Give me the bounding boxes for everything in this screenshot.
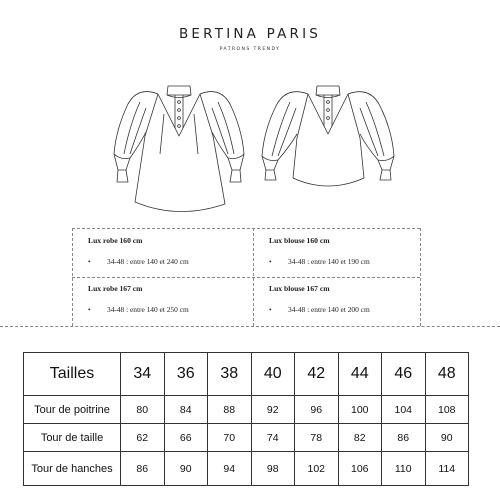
table-cell: 70 bbox=[208, 424, 252, 452]
long-sleeve-blouse-sketch-icon bbox=[250, 74, 405, 214]
table-cell: 74 bbox=[251, 424, 295, 452]
table-cell: 98 bbox=[251, 452, 295, 486]
row-label: Tour de taille bbox=[24, 424, 121, 452]
size-header-cell: 36 bbox=[164, 353, 208, 396]
spec-title: Lux robe 160 cm bbox=[88, 236, 143, 245]
spec-robe-160 bbox=[88, 236, 189, 266]
spec-blouse-167 bbox=[269, 284, 370, 314]
size-header-cell: 44 bbox=[338, 353, 382, 396]
bullet-dot: • bbox=[88, 305, 91, 314]
spec-title: Lux blouse 160 cm bbox=[269, 236, 330, 245]
spec-divider-top bbox=[72, 228, 420, 229]
spec-bullet bbox=[88, 257, 189, 266]
table-cell: 108 bbox=[425, 396, 469, 424]
table-cell: 80 bbox=[121, 396, 165, 424]
spec-detail: 34-48 : entre 140 et 250 cm bbox=[107, 305, 189, 314]
brand-tagline: PATRONS TRENDY bbox=[219, 47, 281, 52]
size-header-cell: 42 bbox=[295, 353, 339, 396]
spec-title: Lux blouse 167 cm bbox=[269, 284, 330, 293]
table-cell: 104 bbox=[382, 396, 426, 424]
table-cell: 100 bbox=[338, 396, 382, 424]
size-header-cell: 40 bbox=[251, 353, 295, 396]
table-cell: 84 bbox=[164, 396, 208, 424]
bullet-dot: • bbox=[269, 305, 272, 314]
table-cell: 96 bbox=[295, 396, 339, 424]
spec-title: Lux robe 167 cm bbox=[88, 284, 143, 293]
spec-divider-center bbox=[253, 228, 254, 326]
bullet-dot: • bbox=[88, 257, 91, 266]
spec-detail: 34-48 : entre 140 et 200 cm bbox=[288, 305, 370, 314]
spec-divider-right bbox=[420, 228, 421, 326]
size-header-cell: 38 bbox=[208, 353, 252, 396]
spec-bullet bbox=[269, 305, 370, 314]
size-header-cell: 34 bbox=[121, 353, 165, 396]
spec-robe-167 bbox=[88, 284, 189, 314]
size-header-cell: 46 bbox=[382, 353, 426, 396]
table-cell: 66 bbox=[164, 424, 208, 452]
table-cell: 90 bbox=[164, 452, 208, 486]
table-row bbox=[24, 396, 469, 424]
table-cell: 78 bbox=[295, 424, 339, 452]
table-cell: 86 bbox=[121, 452, 165, 486]
table-cell: 92 bbox=[251, 396, 295, 424]
row-label: Tour de poitrine bbox=[24, 396, 121, 424]
brand-title: BERTINA PARIS bbox=[178, 26, 322, 42]
spec-detail: 34-48 : entre 140 et 190 cm bbox=[288, 257, 370, 266]
spec-blouse-160 bbox=[269, 236, 370, 266]
table-cell: 114 bbox=[425, 452, 469, 486]
long-sleeve-dress-sketch-icon bbox=[100, 74, 255, 224]
size-header-cell: 48 bbox=[425, 353, 469, 396]
size-header-row bbox=[24, 353, 469, 396]
spec-detail: 34-48 : entre 140 et 240 cm bbox=[107, 257, 189, 266]
size-table bbox=[23, 352, 469, 486]
bullet-dot: • bbox=[269, 257, 272, 266]
spec-divider-middle bbox=[72, 277, 420, 278]
table-cell: 102 bbox=[295, 452, 339, 486]
table-cell: 82 bbox=[338, 424, 382, 452]
table-cell: 110 bbox=[382, 452, 426, 486]
row-label: Tour de hanches bbox=[24, 452, 121, 486]
table-cell: 90 bbox=[425, 424, 469, 452]
table-cell: 86 bbox=[382, 424, 426, 452]
size-header-label: Tailles bbox=[24, 353, 121, 396]
spec-divider-bottom bbox=[0, 326, 500, 327]
table-row bbox=[24, 452, 469, 486]
table-cell: 88 bbox=[208, 396, 252, 424]
spec-divider-left bbox=[72, 228, 73, 326]
spec-bullet bbox=[88, 305, 189, 314]
table-cell: 62 bbox=[121, 424, 165, 452]
spec-bullet bbox=[269, 257, 370, 266]
table-cell: 106 bbox=[338, 452, 382, 486]
table-row bbox=[24, 424, 469, 452]
table-cell: 94 bbox=[208, 452, 252, 486]
